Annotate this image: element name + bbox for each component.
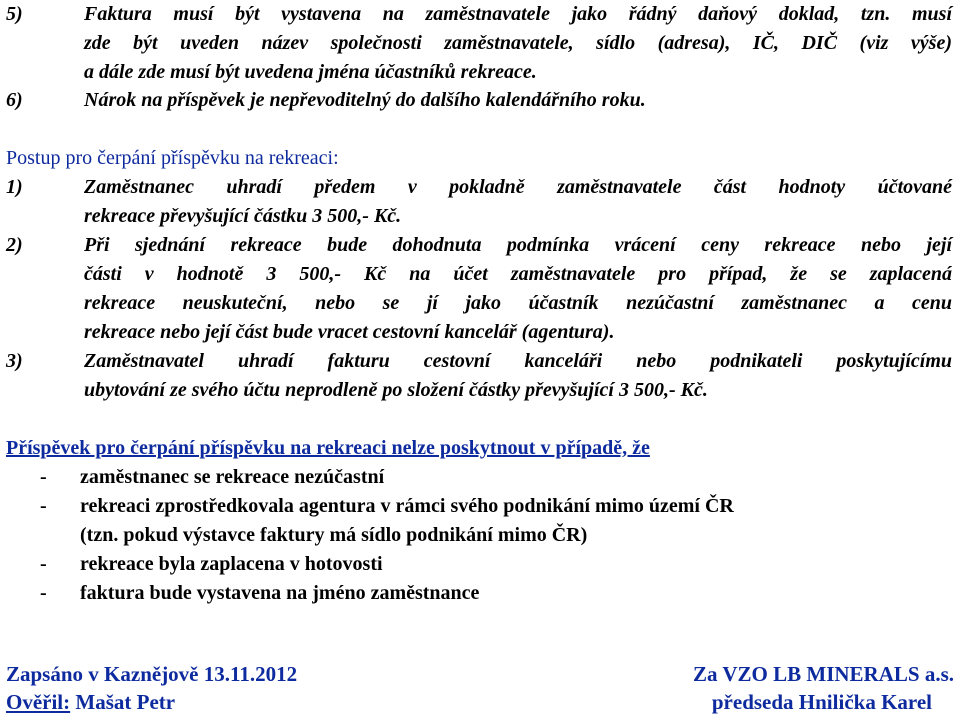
- procedure-1-number: 1): [6, 176, 23, 198]
- item-6-text: Nárok na příspěvek je nepřevoditelný do dalšího kalendářního roku.: [84, 89, 646, 111]
- procedure-heading: Postup pro čerpání příspěvku na rekreaci:: [6, 147, 339, 169]
- item-5-line-2: zde být uveden název společnosti zaměstnavatele, sídlo (adresa), IČ, DIČ (viz výše): [84, 32, 952, 54]
- exclusion-1-dash: -: [40, 466, 47, 488]
- procedure-3-line-1: Zaměstnavatel uhradí fakturu cestovní kanceláři nebo podnikateli poskytujícímu: [84, 350, 952, 372]
- item-6-number: 6): [6, 89, 23, 111]
- procedure-1-line-1: Zaměstnanec uhradí předem v pokladně zaměstnavatele část hodnoty účtované: [84, 176, 952, 198]
- procedure-3-number: 3): [6, 350, 23, 372]
- exclusion-4-dash: -: [40, 582, 47, 604]
- procedure-1-line-2: rekreace převyšující částku 3 500,- Kč.: [84, 205, 402, 227]
- procedure-2-line-3: rekreace neuskuteční, nebo se jí jako účastník nezúčastní zaměstnanec a cenu: [84, 292, 952, 314]
- footer-recorded: Zapsáno v Kaznějově 13.11.2012: [6, 662, 298, 686]
- exclusion-1-text: zaměstnanec se rekreace nezúčastní: [80, 466, 385, 488]
- footer-verified-label: Ověřil:: [6, 690, 71, 714]
- footer-verified: [6, 687, 175, 717]
- exclusion-2-dash: -: [40, 495, 47, 517]
- procedure-2-number: 2): [6, 234, 23, 256]
- procedure-2-line-2: části v hodnotě 3 500,- Kč na účet zaměstnavatele pro případ, že se zaplacená: [84, 263, 952, 285]
- exclusions-heading: Příspěvek pro čerpání příspěvku na rekreaci nelze poskytnout v případě, že: [6, 437, 650, 459]
- procedure-2-line-1: Při sjednání rekreace bude dohodnuta podmínka vrácení ceny rekreace nebo její: [84, 234, 952, 256]
- exclusion-3-text: rekreace byla zaplacena v hotovosti: [80, 553, 383, 575]
- procedure-2-line-4: rekreace nebo její část bude vracet cestovní kancelář (agentura).: [84, 321, 615, 343]
- exclusion-2-line-2: (tzn. pokud výstavce faktury má sídlo podnikání mimo ČR): [80, 524, 588, 546]
- exclusion-2-line-1: rekreaci zprostředkovala agentura v rámci svého podnikání mimo území ČR: [80, 495, 734, 517]
- footer-verified-name: Mašat Petr: [75, 690, 176, 714]
- exclusion-4-text: faktura bude vystavena na jméno zaměstnance: [80, 582, 480, 604]
- item-5-line-1: Faktura musí být vystavena na zaměstnavatele jako řádný daňový doklad, tzn. musí: [84, 3, 952, 25]
- exclusion-3-dash: -: [40, 553, 47, 575]
- footer-chair: předseda Hnilička Karel: [711, 690, 932, 714]
- item-5-number: 5): [6, 3, 23, 25]
- item-5-line-3: a dále zde musí být uvedena jména účastníků rekreace.: [84, 61, 537, 83]
- footer-org: Za VZO LB MINERALS a.s.: [692, 662, 954, 686]
- procedure-3-line-2: ubytování ze svého účtu neprodleně po složení částky převyšující 3 500,- Kč.: [84, 379, 708, 401]
